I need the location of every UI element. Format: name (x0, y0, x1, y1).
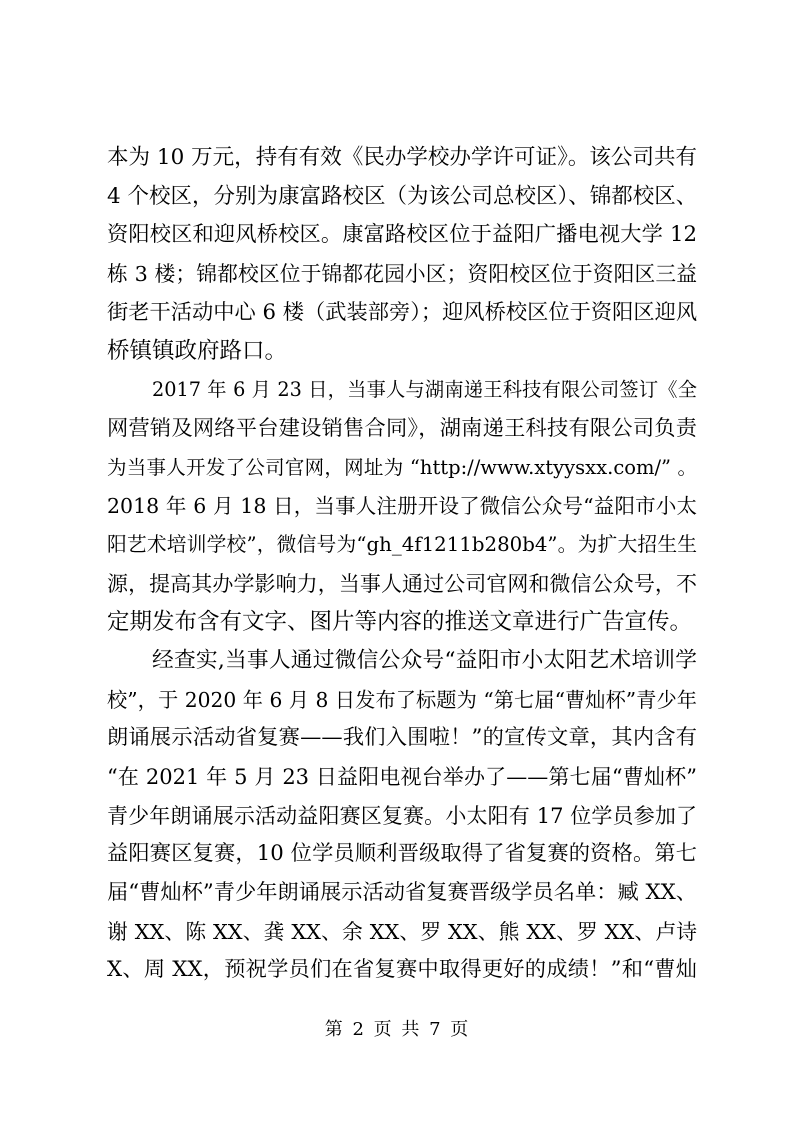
text-line: 栋 3 楼；锦都校区位于锦都花园小区；资阳校区位于资阳区三益 (107, 262, 697, 287)
text-line: 源，提高其办学影响力，当事人通过公司官网和微信公众号，不 (107, 571, 697, 596)
text-line: 桥镇镇政府路口。 (107, 338, 288, 365)
text-line: 经查实,当事人通过微信公众号“益阳市小太阳艺术培训学 (152, 647, 697, 673)
text-line: 校”，于 2020 年 6 月 8 日发布了标题为 “第七届“曹灿杯”青少年 (107, 687, 697, 712)
text-line: X、周 XX，预祝学员们在省复赛中取得更好的成绩！”和“曹灿 (107, 957, 697, 983)
text-line: 4 个校区，分别为康富路校区（为该公司总校区）、锦都校区、 (107, 183, 698, 209)
text-line: 阳艺术培训学校”，微信号为“gh_4f1211b280b4”。为扩大招生生 (107, 532, 697, 556)
text-line: “在 2021 年 5 月 23 日益阳电视台举办了——第七届“曹灿杯” (107, 765, 697, 789)
text-line: 届“曹灿杯”青少年朗诵展示活动省复赛晋级学员名单：臧 XX、 (107, 880, 697, 906)
text-line: 资阳校区和迎风桥校区。康富路校区位于益阳广播电视大学 12 (107, 222, 697, 248)
text-line: 为当事人开发了公司官网，网址为 “http://www.xtyysxx.com/” 。 (107, 455, 697, 479)
text-line: 街老干活动中心 6 楼（武装部旁）；迎风桥校区位于资阳区迎风 (107, 299, 698, 325)
text-line: 青少年朗诵展示活动益阳赛区复赛。小太阳有 17 位学员参加了 (107, 803, 697, 828)
paragraph-1 (107, 139, 697, 371)
text-line: 益阳赛区复赛，10 位学员顺利晋级取得了省复赛的资格。第七 (107, 841, 697, 867)
document-body (107, 139, 697, 990)
text-line: 2018 年 6 月 18 日，当事人注册开设了微信公众号“益阳市小太 (107, 494, 697, 519)
text-line: 谢 XX、陈 XX、龚 XX、余 XX、罗 XX、熊 XX、罗 XX、卢诗 (107, 919, 697, 944)
text-line: 朗诵展示活动省复赛——我们入围啦！”的宣传文章，其内含有 (107, 725, 697, 751)
paragraph-2 (107, 371, 697, 642)
page-footer: 第 2 页 共 7 页 (324, 1019, 469, 1040)
text-line: 本为 10 万元，持有有效《民办学校办学许可证》。该公司共有 (107, 145, 697, 170)
text-line: 2017 年 6 月 23 日，当事人与湖南递王科技有限公司签订《全 (152, 378, 697, 402)
text-line: 网营销及网络平台建设销售合同》，湖南递王科技有限公司负责 (107, 415, 697, 441)
paragraph-3 (107, 642, 697, 990)
text-line: 定期发布含有文字、图片等内容的推送文章进行广告宣传。 (107, 609, 693, 636)
